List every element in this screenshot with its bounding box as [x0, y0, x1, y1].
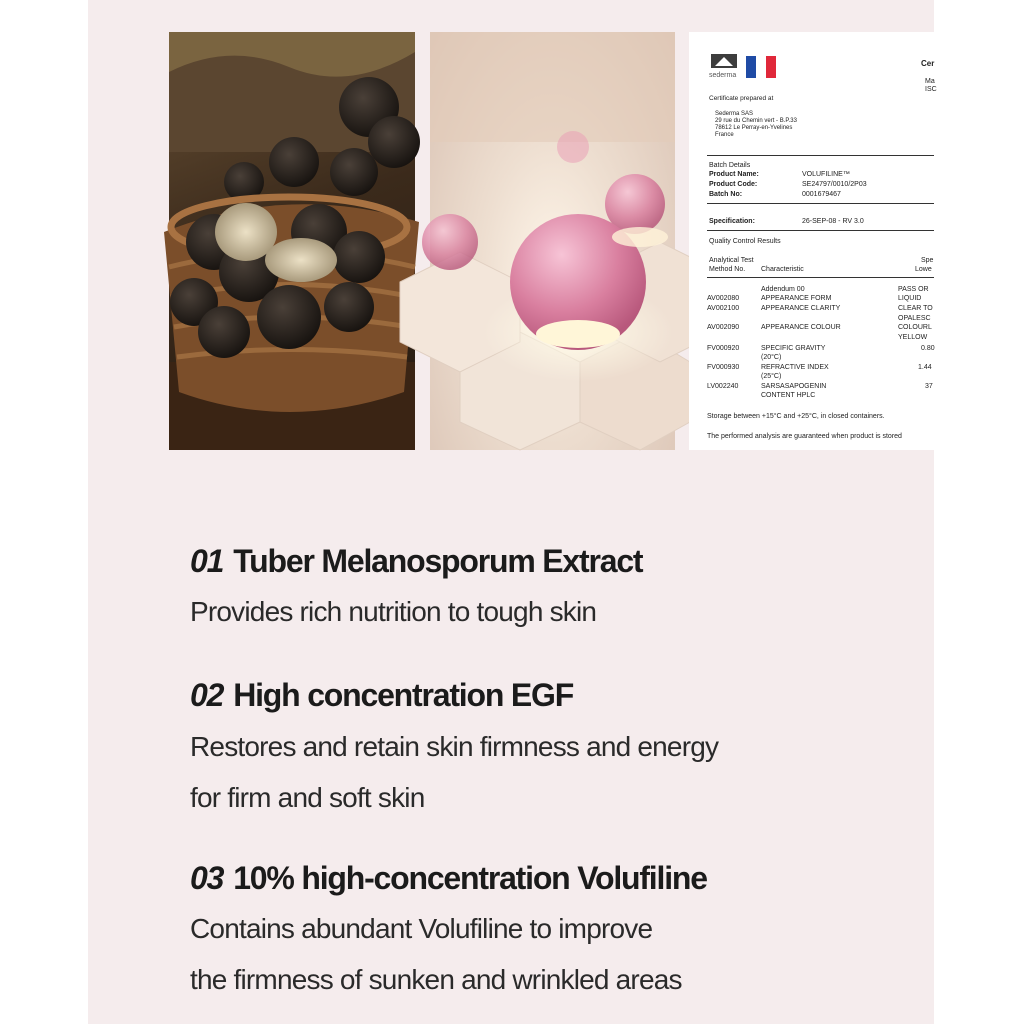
capsule-illustration — [430, 32, 675, 450]
cert-header: Cer — [921, 59, 935, 68]
truffle-illustration — [169, 32, 415, 450]
characteristic-cell: (20°C) — [761, 354, 782, 361]
divider — [707, 155, 934, 156]
france-flag-icon — [746, 56, 776, 78]
address-line: France — [715, 132, 734, 138]
feature-title: 10% high-concentration Volufiline — [233, 860, 707, 896]
product-code-label: Product Code: — [709, 181, 758, 188]
cert-header-line3: ISC — [925, 86, 937, 93]
spec-cell: YELLOW — [898, 334, 928, 341]
feature-title: Tuber Melanosporum Extract — [233, 543, 643, 579]
spec-cell: 0.80 — [921, 345, 935, 352]
truffle-basket-image — [169, 32, 415, 450]
prepared-at-label: Certificate prepared at — [709, 95, 774, 102]
qc-results-heading: Quality Control Results — [709, 238, 781, 245]
batch-details-heading: Batch Details — [709, 162, 751, 169]
feature-number: 01 — [190, 543, 224, 579]
spec-cell: LIQUID — [898, 295, 922, 302]
spec-cell: 1.44 — [918, 364, 932, 371]
feature-2-heading — [190, 677, 573, 714]
feature-number: 02 — [190, 677, 224, 713]
pink-capsule-image — [430, 32, 675, 450]
feature-2-description: Restores and retain skin firmness and energy — [190, 731, 719, 762]
feature-3-description: Contains abundant Volufiline to improve — [190, 913, 653, 944]
product-name-value: VOLUFILINE™ — [802, 171, 850, 178]
characteristic-cell: SPECIFIC GRAVITY — [761, 345, 826, 352]
pass-label: PASS OR — [898, 286, 929, 293]
characteristic-cell: CONTENT HPLC — [761, 392, 816, 399]
address-line: 78612 Le Perray-en-Yvelines — [715, 125, 793, 131]
storage-note: Storage between +15°C and +25°C, in closed containers. — [707, 413, 885, 420]
characteristic-cell: APPEARANCE COLOUR — [761, 324, 841, 331]
method-cell: AV002080 — [707, 295, 740, 302]
divider — [707, 203, 934, 204]
cert-header-line2: Ma — [925, 78, 935, 85]
feature-title: High concentration EGF — [233, 677, 574, 713]
product-code-value: SE24797/0010/2P03 — [802, 181, 867, 188]
lower-limit-heading: Lowe — [915, 266, 932, 273]
divider — [707, 230, 934, 231]
divider — [707, 277, 934, 278]
batch-no-value: 0001679467 — [802, 191, 841, 198]
batch-no-label: Batch No: — [709, 191, 743, 198]
brand-name: sederma — [709, 72, 737, 79]
method-cell: FV000930 — [707, 364, 740, 371]
method-cell: LV002240 — [707, 383, 739, 390]
method-cell: AV002100 — [707, 305, 740, 312]
feature-2-description-line2: for firm and soft skin — [190, 782, 425, 813]
method-cell: FV000920 — [707, 345, 740, 352]
spec-cell: OPALESC — [898, 315, 931, 322]
characteristic-heading: Characteristic — [761, 266, 804, 273]
product-name-label: Product Name: — [709, 171, 759, 178]
spec-cell: CLEAR TO — [898, 305, 933, 312]
feature-1-heading — [190, 543, 642, 580]
characteristic-cell: REFRACTIVE INDEX — [761, 364, 829, 371]
feature-number: 03 — [190, 860, 224, 896]
spec-cell: COLOURL — [898, 324, 932, 331]
feature-3-heading — [190, 860, 707, 897]
spec-column-heading: Spe — [921, 257, 934, 264]
method-no-heading: Method No. — [709, 266, 746, 273]
specification-value: 26-SEP-08 - RV 3.0 — [802, 218, 864, 225]
feature-3-description-line2: the firmness of sunken and wrinkled areas — [190, 964, 682, 995]
quality-certificate-image — [689, 32, 937, 450]
feature-1-description: Provides rich nutrition to tough skin — [190, 596, 597, 627]
characteristic-cell: APPEARANCE FORM — [761, 295, 832, 302]
specification-label: Specification: — [709, 218, 755, 225]
characteristic-cell: SARSASAPOGENIN — [761, 383, 827, 390]
addendum-label: Addendum 00 — [761, 286, 805, 293]
method-cell: AV002090 — [707, 324, 740, 331]
address-line: Sederma SAS — [715, 111, 754, 117]
characteristic-cell: (25°C) — [761, 373, 782, 380]
analytical-test-heading: Analytical Test — [709, 257, 754, 264]
spec-cell: 37 — [925, 383, 933, 390]
address-line: 29 rue du Chemin vert - B.P.33 — [715, 118, 797, 124]
guarantee-note: The performed analysis are guaranteed when product is stored — [707, 433, 902, 440]
characteristic-cell: APPEARANCE CLARITY — [761, 305, 841, 312]
